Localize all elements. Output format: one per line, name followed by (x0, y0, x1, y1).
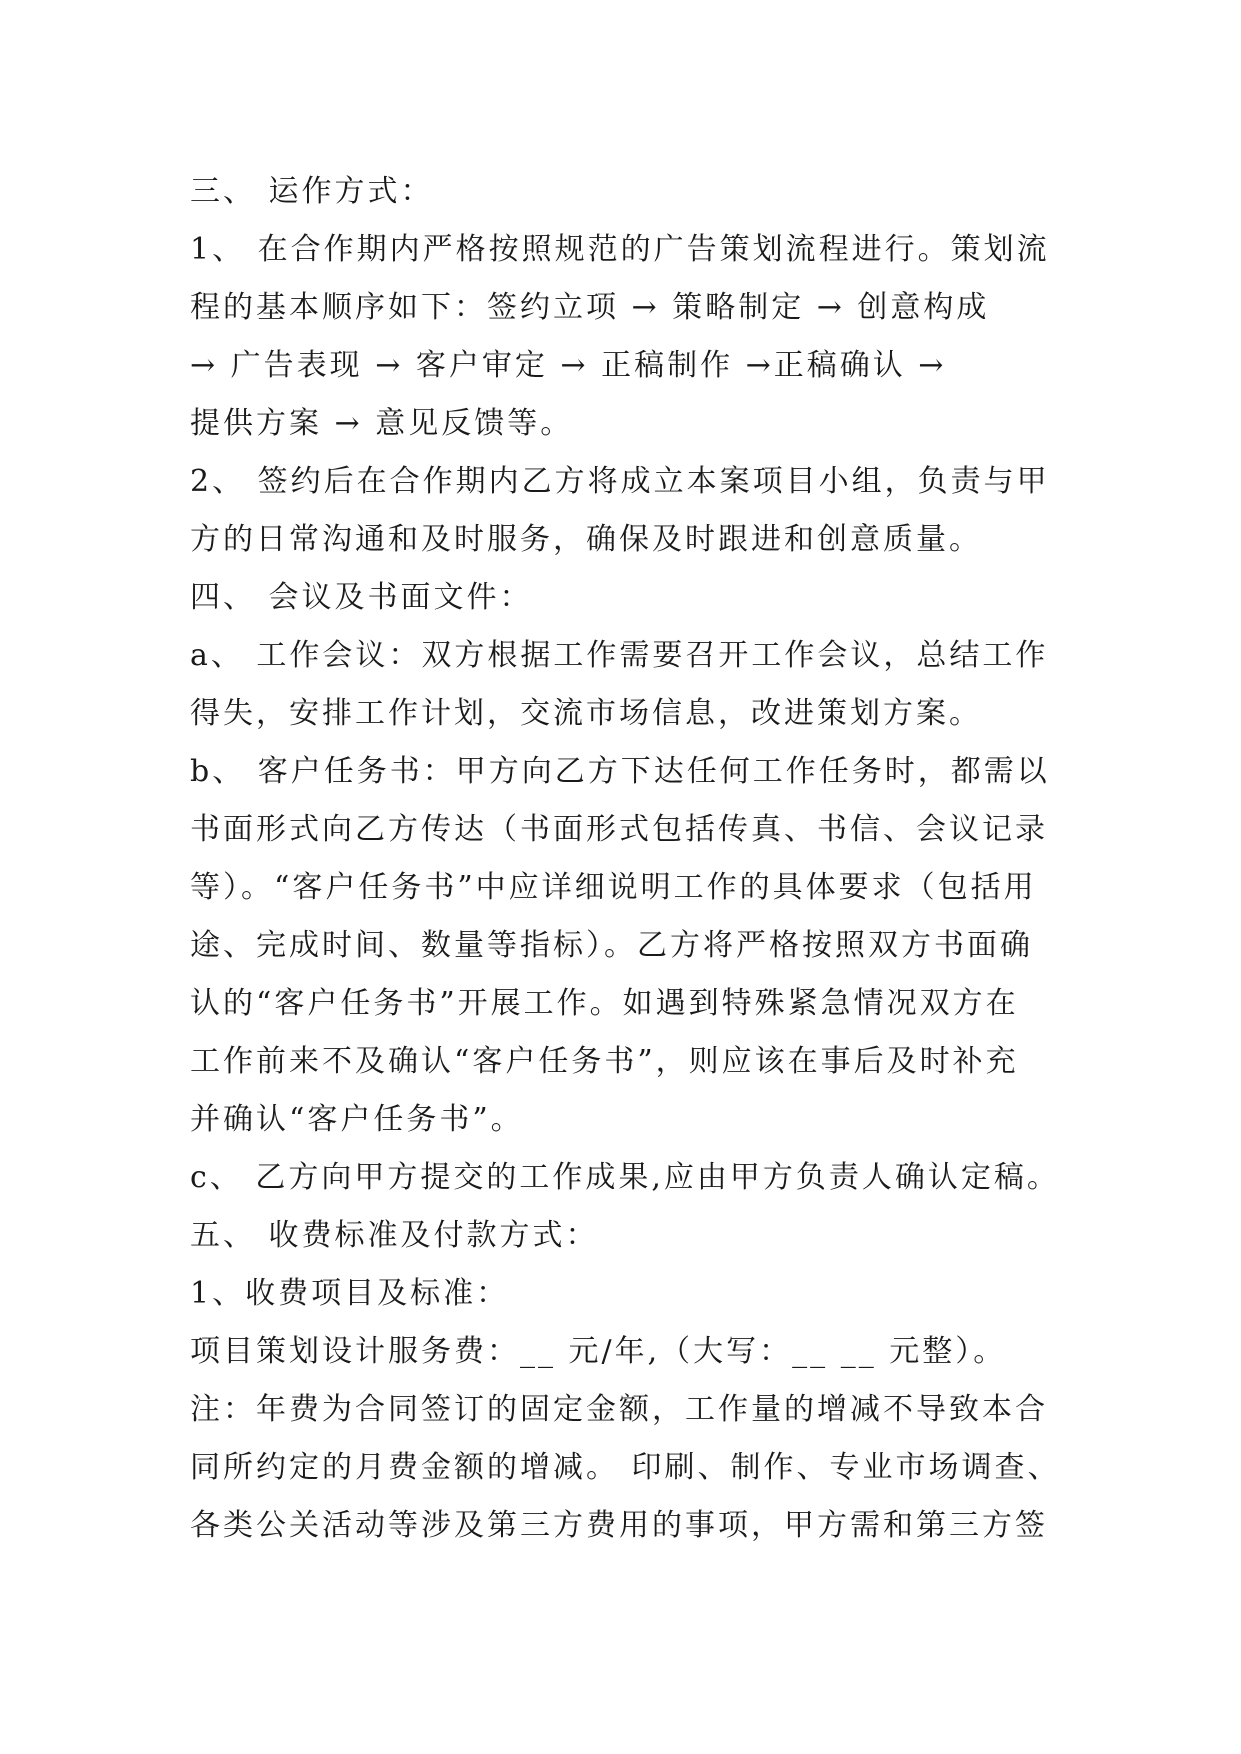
paragraph-line: 1、收费项目及标准： (190, 1276, 510, 1311)
section-heading-fees-payment: 五、 收费标准及付款方式： (190, 1218, 599, 1253)
paragraph-line: 认的“客户任务书”开展工作。如遇到特殊紧急情况双方在 (190, 986, 1019, 1021)
paragraph-line: 方的日常沟通和及时服务，确保及时跟进和创意质量。 (190, 522, 982, 557)
section-heading-meetings-documents: 四、 会议及书面文件： (190, 580, 533, 615)
section-heading-operation-mode: 三、 运作方式： (190, 174, 434, 209)
paragraph-line: → 广告表现 → 客户审定 → 正稿制作 →正稿确认 → (190, 348, 947, 383)
paragraph-line: 工作前来不及确认“客户任务书”，则应该在事后及时补充 (190, 1044, 1019, 1079)
paragraph-line: a、 工作会议：双方根据工作需要召开工作会议，总结工作 (190, 638, 1049, 673)
paragraph-line: 等）。“客户任务书”中应详细说明工作的具体要求（包括用 (190, 870, 1037, 905)
paragraph-line: 同所约定的月费金额的增减。 印刷、制作、专业市场调查、 (190, 1450, 1061, 1485)
paragraph-line: 程的基本顺序如下：签约立项 → 策略制定 → 创意构成 (190, 290, 990, 325)
paragraph-line: 提供方案 → 意见反馈等。 (190, 406, 574, 441)
paragraph-line: 各类公关活动等涉及第三方费用的事项，甲方需和第三方签 (190, 1508, 1048, 1543)
paragraph-line: 途、完成时间、数量等指标）。乙方将严格按照双方书面确 (190, 928, 1033, 963)
paragraph-line: b、 客户任务书：甲方向乙方下达任何工作任务时，都需以 (190, 754, 1050, 789)
paragraph-line: 项目策划设计服务费：__ 元/年,（大写：__ __ 元整）。 (190, 1334, 1007, 1369)
paragraph-line: 2、 签约后在合作期内乙方将成立本案项目小组，负责与甲 (190, 464, 1050, 499)
paragraph-line: c、 乙方向甲方提交的工作成果,应由甲方负责人确认定稿。 (190, 1160, 1060, 1195)
paragraph-line: 书面形式向乙方传达（书面形式包括传真、书信、会议记录 (190, 812, 1048, 847)
document-body (190, 163, 1090, 1555)
paragraph-line: 1、 在合作期内严格按照规范的广告策划流程进行。策划流 (190, 232, 1050, 267)
paragraph-line: 并确认“客户任务书”。 (190, 1102, 524, 1137)
paragraph-line: 得失，安排工作计划，交流市场信息，改进策划方案。 (190, 696, 982, 731)
paragraph-line: 注：年费为合同签订的固定金额，工作量的增减不导致本合 (190, 1392, 1048, 1427)
